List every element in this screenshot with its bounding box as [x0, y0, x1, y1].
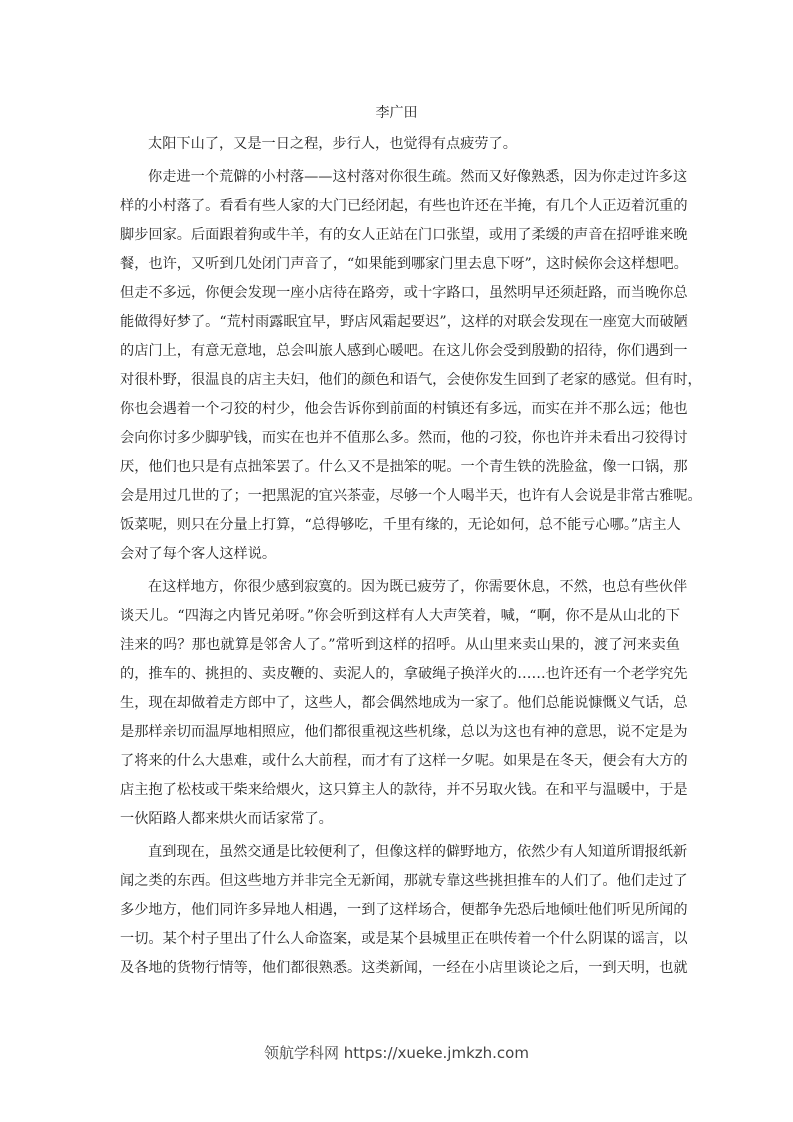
text-line: 店主抱了松枝或干柴来给煨火，这只算主人的款待，并不另取火钱。在和平与温暖中，于是 [120, 782, 688, 798]
paragraph [120, 163, 702, 569]
paragraph [120, 838, 688, 983]
text-line: 但走不多远，你便会发现一座小店待在路旁，或十字路口，虽然明早还须赶路，而当晚你总 [120, 285, 688, 301]
text-line: 太阳下山了，又是一日之程，步行人，也觉得有点疲劳了。 [148, 136, 517, 152]
text-line: 会向你讨多少脚驴钱，而实在也并不值那么多。然而，他的刁狡，你也许并未看出刁狡得讨 [120, 430, 688, 446]
text-line: 会是用过几世的了；一把黑泥的宜兴茶壶，尽够一个人喝半天，也许有人会说是非常古雅呢。 [120, 488, 702, 504]
text-line: 了将来的什么大患难，或什么大前程，而才有了这样一夕呢。如果是在冬天，便会有大方的 [120, 753, 688, 769]
text-line: 一切。某个村子里出了什么人命盗案，或是某个县城里正在哄传着一个什么阴谋的谣言，以 [120, 931, 688, 947]
text-line: 样的小村落了。看看有些人家的大门已经闭起，有些也许还在半掩，有几个人正迈着沉重的 [120, 198, 688, 214]
text-line: 直到现在，虽然交通是比较便利了，但像这样的僻野地方，依然少有人知道所谓报纸新 [148, 844, 688, 860]
text-line: 闻之类的东西。但这些地方并非完全无新闻，那就专靠这些挑担推车的人们了。他们走过了 [120, 873, 688, 889]
text-line: 会对了每个客人这样说。 [120, 546, 277, 562]
text-line: 多少地方，他们同许多异地人相遇，一到了这样场合，便都争先恐后地倾吐他们听见所闻的 [120, 902, 688, 918]
text-line: 厌，他们也只是有点拙笨罢了。什么又不是拙笨的呢。一个青生铁的洗脸盆，像一口锅，那 [120, 459, 688, 475]
text-line: 在这样地方，你很少感到寂寞的。因为既已疲劳了，你需要休息，不然，也总有些伙伴 [148, 579, 688, 595]
text-line: 一伙陌路人都来烘火而话家常了。 [120, 811, 333, 827]
text-line: 你走进一个荒僻的小村落——这村落对你很生疏。然而又好像熟悉，因为你走过许多这 [148, 169, 688, 185]
author-name: 李广田 [375, 105, 418, 121]
paragraph [120, 130, 680, 159]
text-line: 及各地的货物行情等，他们都很熟悉。这类新闻，一经在小店里谈论之后，一到天明，也就 [120, 960, 688, 976]
text-line: 饭菜呢，则只在分量上打算，“总得够吃，千里有缘的，无论如何，总不能亏心哪。”店主人 [120, 517, 681, 533]
text-line: 餐，也许，又听到几处闭门声音了，“如果能到哪家门里去息下呀”，这时候你会这样想吧。 [120, 256, 688, 272]
text-line: 生，现在却做着走方郎中了，这些人，都会偶然地成为一家了。他们总能说慷慨义气话，总 [120, 695, 688, 711]
text-line: 你也会遇着一个刁狡的村少，他会告诉你到前面的村镇还有多远，而实在并不那么远；他也 [120, 401, 688, 417]
text-line: 是那样亲切而温厚地相照应，他们都很重视这些机缘，总以为这也有神的意思，说不定是为 [120, 724, 688, 740]
text-line: 洼来的吗？那也就算是邻舍人了。”常听到这样的招呼。从山里来卖山果的，渡了河来卖鱼 [120, 637, 680, 653]
paragraph [120, 573, 688, 834]
text-line: 的店门上，有意无意地，总会叫旅人感到心暖吧。在这儿你会受到殷勤的招待，你们遇到一 [120, 343, 688, 359]
footer-watermark: 领航学科网 https://xueke.jmkzh.com [264, 1044, 529, 1062]
text-line: 能做得好梦了。“荒村雨露眠宜早，野店风霜起要迟”，这样的对联会发现在一座宽大而破陋 [120, 314, 688, 330]
text-line: 脚步回家。后面跟着狗或牛羊，有的女人正站在门口张望，或用了柔缓的声音在招呼谁来晚 [120, 227, 688, 243]
article-body [120, 130, 702, 987]
text-line: 的，推车的、挑担的、卖皮鞭的、卖泥人的，拿破绳子换洋火的……也许还有一个老学究先 [120, 666, 688, 682]
text-line: 谈天儿。“四海之内皆兄弟呀。”你会听到这样有人大声笑着，喊，“啊，你不是从山北的下 [120, 608, 680, 624]
text-line: 对很朴野，很温良的店主夫妇，他们的颜色和语气，会使你发生回到了老家的感觉。但有时， [120, 372, 702, 388]
